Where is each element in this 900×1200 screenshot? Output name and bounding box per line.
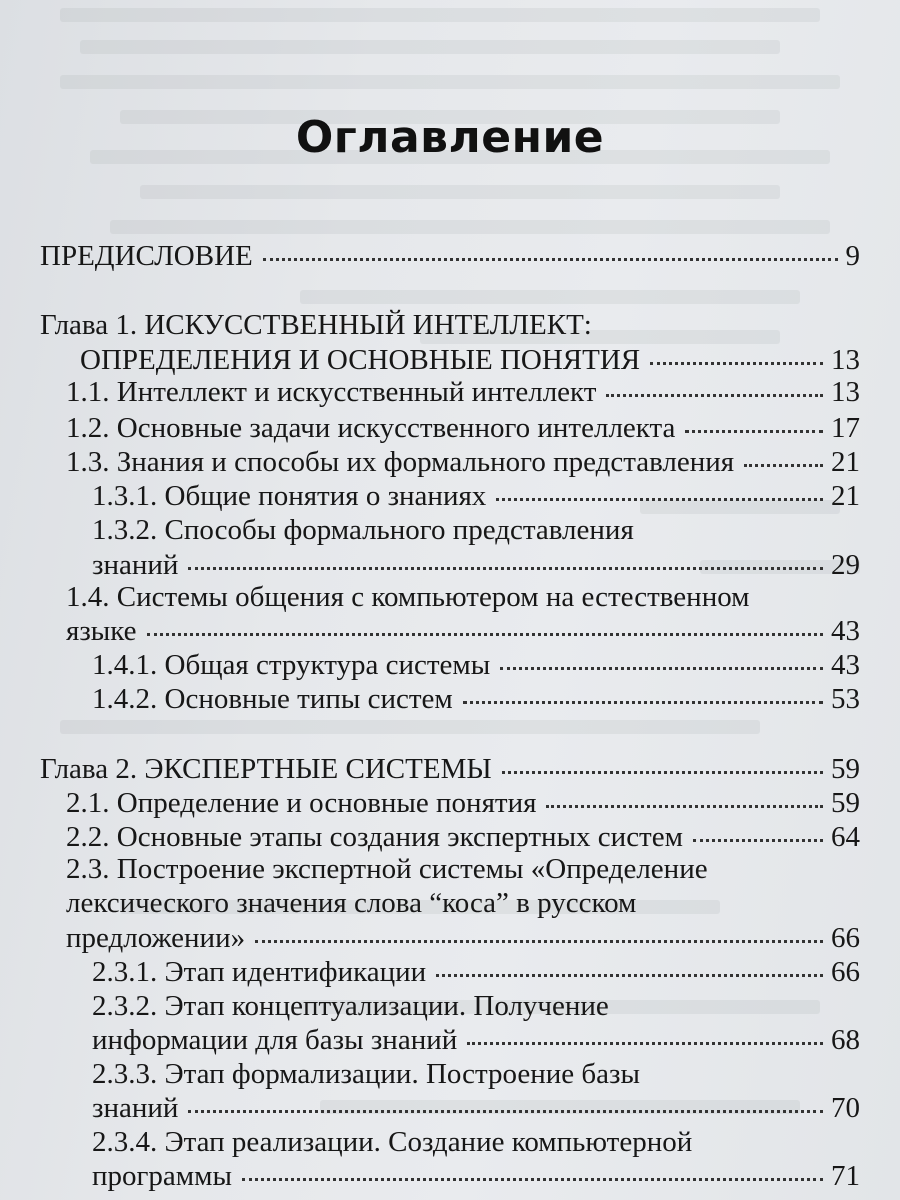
toc-entry-text: знаний xyxy=(92,1092,179,1124)
toc-page-number: 71 xyxy=(831,1160,860,1192)
toc-entry-1-4-1[interactable] xyxy=(92,648,860,682)
dot-leader xyxy=(467,1042,823,1045)
dot-leader xyxy=(502,771,823,774)
toc-page-number: 59 xyxy=(831,753,860,785)
toc-page-number: 66 xyxy=(831,956,860,988)
toc-page-number: 70 xyxy=(831,1092,860,1124)
toc-page-number: 21 xyxy=(831,480,860,512)
dot-leader xyxy=(242,1178,823,1181)
toc-entry-2-3-2-line1[interactable]: 2.3.2. Этап концептуализации. Получение xyxy=(92,990,609,1022)
dot-leader xyxy=(255,940,823,943)
toc-entry-2-3-line1[interactable]: 2.3. Построение экспертной системы «Определение xyxy=(66,853,708,885)
toc-page-number: 29 xyxy=(831,549,860,581)
dot-leader xyxy=(744,464,823,467)
dot-leader xyxy=(188,567,823,570)
toc-entry-2-3[interactable] xyxy=(66,921,860,955)
toc-entry-text: предложении» xyxy=(66,922,246,954)
toc-page-number: 59 xyxy=(831,787,860,819)
toc-page-number: 17 xyxy=(831,412,860,444)
toc-entry-text: знаний xyxy=(92,549,179,581)
toc-entry-1-3-1[interactable] xyxy=(92,479,860,513)
toc-entry-text: 2.3.1. Этап идентификации xyxy=(92,956,427,988)
toc-page-number: 53 xyxy=(831,683,860,715)
toc-page-number: 13 xyxy=(831,376,860,408)
toc-entry-1-4-2[interactable] xyxy=(92,682,860,716)
dot-leader xyxy=(546,805,823,808)
toc-entry-text: 1.3. Знания и способы их формального представления xyxy=(66,446,735,478)
dot-leader xyxy=(496,498,823,501)
toc-entry-chapter2[interactable] xyxy=(40,752,860,786)
dot-leader xyxy=(463,701,823,704)
toc-entry-text: 2.1. Определение и основные понятия xyxy=(66,787,537,819)
dot-leader xyxy=(500,667,823,670)
toc-entry-text: информации для базы знаний xyxy=(92,1024,458,1056)
toc-entry-text: Глава 2. ЭКСПЕРТНЫЕ СИСТЕМЫ xyxy=(40,753,492,785)
toc-entry-2-3-3[interactable] xyxy=(92,1091,860,1125)
page-title: Оглавление xyxy=(295,112,605,163)
toc-entry-text: 1.4.2. Основные типы систем xyxy=(92,683,453,715)
toc-page-number: 21 xyxy=(831,446,860,478)
toc-entry-1-3-2-line1[interactable]: 1.3.2. Способы формального представления xyxy=(92,514,634,546)
dot-leader xyxy=(693,839,823,842)
dot-leader xyxy=(188,1110,823,1113)
toc-entry-1-2[interactable] xyxy=(66,411,860,445)
toc-entry-text: 1.2. Основные задачи искусственного интеллекта xyxy=(66,412,676,444)
toc-entry-text: программы xyxy=(92,1160,232,1192)
toc-entry-text: 1.3.1. Общие понятия о знаниях xyxy=(92,480,487,512)
toc-page-number: 43 xyxy=(831,615,860,647)
dot-leader xyxy=(147,633,823,636)
toc-page-number: 66 xyxy=(831,922,860,954)
toc-entry-2-1[interactable] xyxy=(66,786,860,820)
toc-entry-text: ОПРЕДЕЛЕНИЯ И ОСНОВНЫЕ ПОНЯТИЯ xyxy=(80,344,641,376)
toc-page-number: 64 xyxy=(831,821,860,853)
dot-leader xyxy=(436,974,823,977)
dot-leader xyxy=(650,362,823,365)
toc-page-number: 68 xyxy=(831,1024,860,1056)
toc-entry-text: 1.1. Интеллект и искусственный интеллект xyxy=(66,376,597,408)
toc-entry-chapter1[interactable] xyxy=(80,343,860,377)
toc-entry-2-3-3-line1[interactable]: 2.3.3. Этап формализации. Построение базы xyxy=(92,1058,640,1090)
toc-entry-2-3-2[interactable] xyxy=(92,1023,860,1057)
toc-page-number: 9 xyxy=(845,240,860,272)
toc-entry-text: 2.2. Основные этапы создания экспертных систем xyxy=(66,821,683,853)
toc-entry-2-3-line2[interactable]: лексического значения слова “коса” в русском xyxy=(66,887,637,919)
toc-entry-1-3-2[interactable] xyxy=(92,548,860,582)
toc-entry-2-2[interactable] xyxy=(66,820,860,854)
toc-entry-preface[interactable] xyxy=(40,239,860,273)
dot-leader xyxy=(263,258,838,261)
toc-entry-1-4-line1[interactable]: 1.4. Системы общения с компьютером на естественном xyxy=(66,581,750,613)
toc-entry-1-4[interactable] xyxy=(66,614,860,648)
toc-entry-2-3-4-line1[interactable]: 2.3.4. Этап реализации. Создание компьютерной xyxy=(92,1126,693,1158)
dot-leader xyxy=(685,430,823,433)
dot-leader xyxy=(606,394,823,397)
toc-page-number: 43 xyxy=(831,649,860,681)
toc-entry-text: ПРЕДИСЛОВИЕ xyxy=(40,240,253,272)
toc-entry-2-3-1[interactable] xyxy=(92,955,860,989)
toc-page-number: 13 xyxy=(831,344,860,376)
toc-entry-2-3-4[interactable] xyxy=(92,1159,860,1193)
toc-entry-text: языке xyxy=(66,615,137,647)
toc-entry-1-3[interactable] xyxy=(66,445,860,479)
toc-entry-text: 1.4.1. Общая структура системы xyxy=(92,649,491,681)
toc-entry-1-1[interactable] xyxy=(66,375,860,409)
toc-entry-chapter1-line1[interactable]: Глава 1. ИСКУССТВЕННЫЙ ИНТЕЛЛЕКТ: xyxy=(40,309,592,341)
